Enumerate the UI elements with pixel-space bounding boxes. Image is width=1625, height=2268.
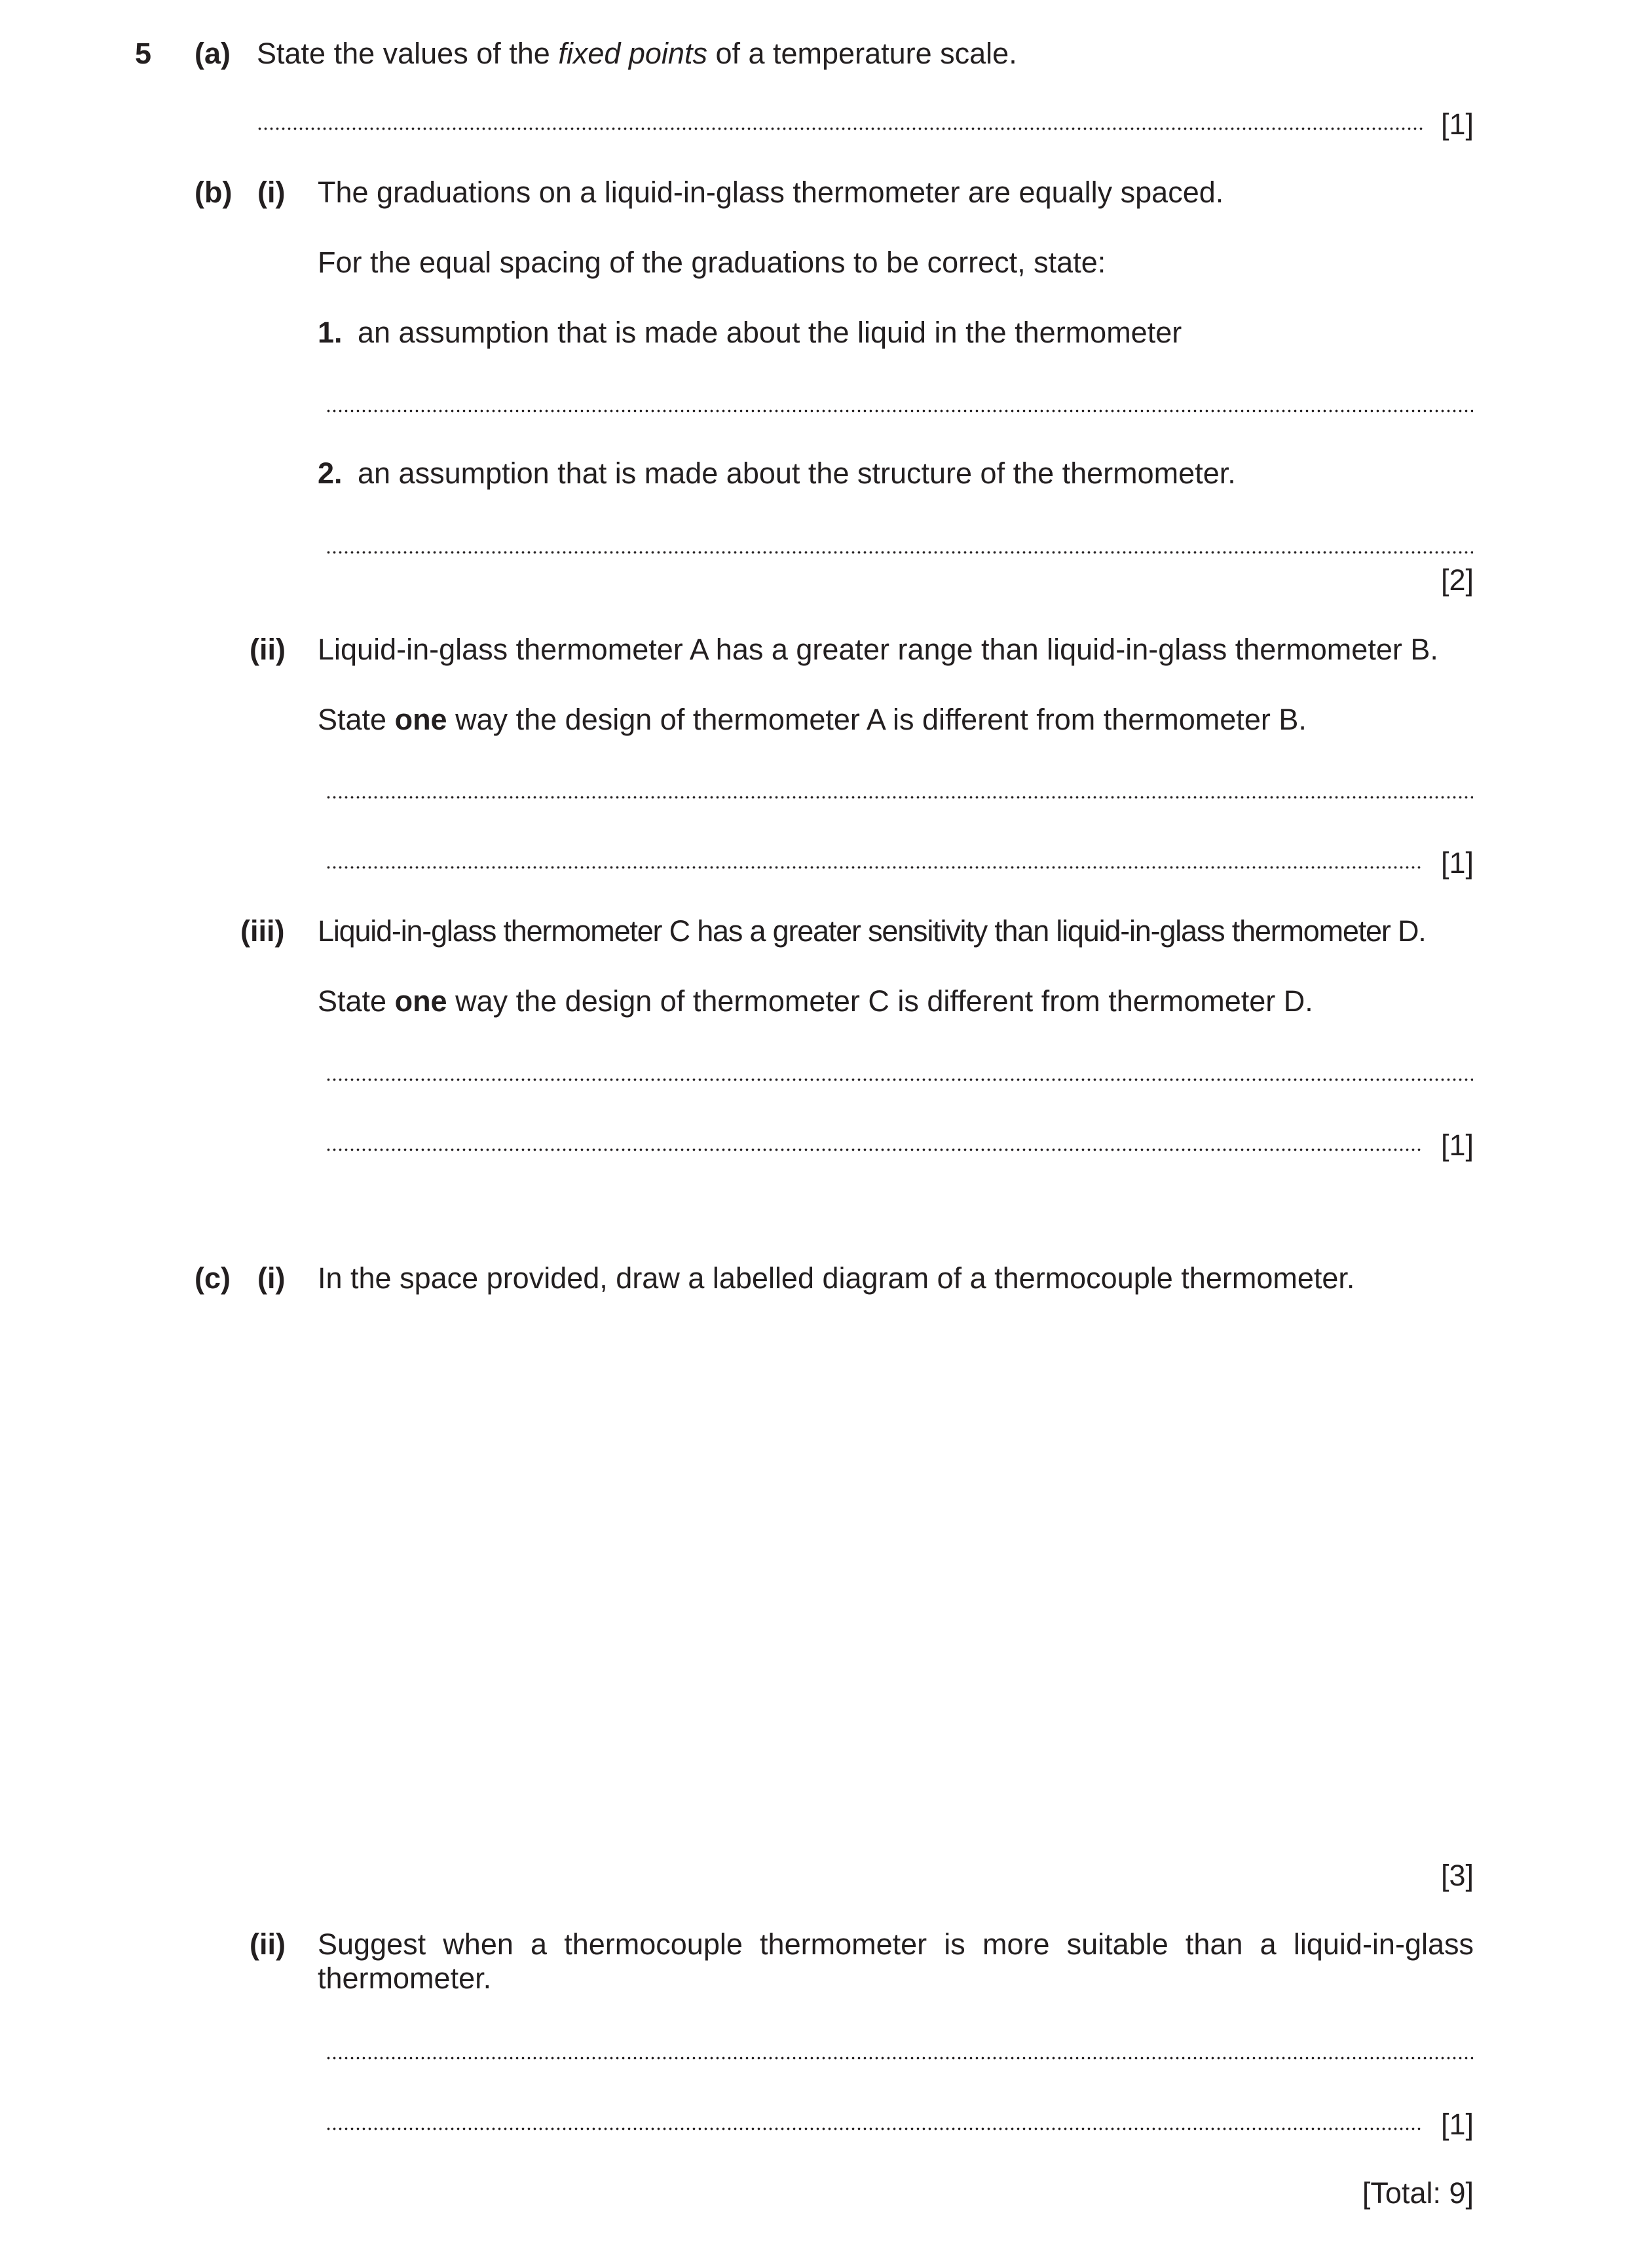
answer-line-b-ii-1[interactable] bbox=[326, 796, 1473, 799]
part-b-iii-line2-bold: one bbox=[394, 984, 447, 1018]
question-number: 5 bbox=[135, 37, 152, 70]
part-a-label: (a) bbox=[195, 37, 231, 70]
part-b-i-line1: The graduations on a liquid-in-glass thermometer are equally spaced. bbox=[318, 176, 1224, 209]
part-c-i-text: In the space provided, draw a labelled diagram of a thermocouple thermometer. bbox=[318, 1261, 1355, 1295]
part-b-ii-line1: Liquid-in-glass thermometer A has a greater range than liquid-in-glass thermometer B. bbox=[318, 633, 1438, 666]
part-b-ii-line2 bbox=[318, 703, 1307, 737]
part-b-ii-label: (ii) bbox=[250, 633, 286, 666]
answer-line-b-iii-1[interactable] bbox=[326, 1078, 1473, 1081]
part-a-text-italic: fixed points bbox=[558, 37, 707, 70]
part-c-ii-mark: [1] bbox=[1440, 2108, 1474, 2141]
part-a-question bbox=[257, 37, 1017, 71]
part-a-text-before: State the values of the bbox=[257, 37, 559, 70]
diagram-drawing-space[interactable] bbox=[318, 1316, 1474, 1827]
part-c-i-mark: [3] bbox=[1440, 1859, 1474, 1892]
answer-line-b-i-2[interactable] bbox=[326, 551, 1473, 554]
answer-line-c-ii-1[interactable] bbox=[326, 2056, 1473, 2060]
part-c-ii-label: (ii) bbox=[250, 1927, 286, 1961]
part-a-mark: [1] bbox=[1440, 107, 1474, 141]
total-marks: [Total: 9] bbox=[1362, 2176, 1474, 2210]
answer-line-b-ii-2[interactable] bbox=[326, 866, 1423, 869]
part-b-i-item1-number: 1. bbox=[318, 316, 343, 349]
part-b-i-mark: [2] bbox=[1440, 563, 1474, 597]
part-c-i-label: (i) bbox=[257, 1261, 286, 1295]
answer-line-c-ii-2[interactable] bbox=[326, 2127, 1423, 2130]
part-b-i-line2: For the equal spacing of the graduations to be correct, state: bbox=[318, 246, 1106, 279]
part-b-iii-label: (iii) bbox=[240, 914, 285, 948]
answer-line-b-i-1[interactable] bbox=[326, 409, 1473, 413]
part-c-ii-line2: thermometer. bbox=[318, 1961, 492, 1995]
part-b-iii-mark: [1] bbox=[1440, 1128, 1474, 1162]
part-b-iii-line2-before: State bbox=[318, 984, 395, 1018]
part-b-label: (b) bbox=[195, 176, 233, 209]
part-b-ii-line2-bold: one bbox=[394, 703, 447, 736]
part-b-ii-line2-before: State bbox=[318, 703, 395, 736]
part-c-label: (c) bbox=[195, 1261, 231, 1295]
part-b-i-label: (i) bbox=[257, 176, 286, 209]
part-b-iii-line2-after: way the design of thermometer C is different from thermometer D. bbox=[447, 984, 1313, 1018]
part-a-text-after: of a temperature scale. bbox=[707, 37, 1017, 70]
part-b-i-item2-number: 2. bbox=[318, 456, 343, 490]
part-b-i-item1-text: an assumption that is made about the liquid in the thermometer bbox=[358, 316, 1182, 349]
part-b-i-item2-text: an assumption that is made about the structure of the thermometer. bbox=[358, 456, 1236, 490]
part-b-iii-line2 bbox=[318, 984, 1313, 1018]
part-b-ii-mark: [1] bbox=[1440, 846, 1474, 880]
answer-line-b-iii-2[interactable] bbox=[326, 1148, 1423, 1151]
part-c-ii-line1: Suggest when a thermocouple thermometer is more suitable than a liquid-in-glass bbox=[318, 1927, 1474, 1961]
part-b-ii-line2-after: way the design of thermometer A is different from thermometer B. bbox=[447, 703, 1307, 736]
answer-line-a[interactable] bbox=[257, 127, 1423, 130]
part-b-iii-line1: Liquid-in-glass thermometer C has a greater sensitivity than liquid-in-glass thermometer D. bbox=[318, 914, 1426, 948]
